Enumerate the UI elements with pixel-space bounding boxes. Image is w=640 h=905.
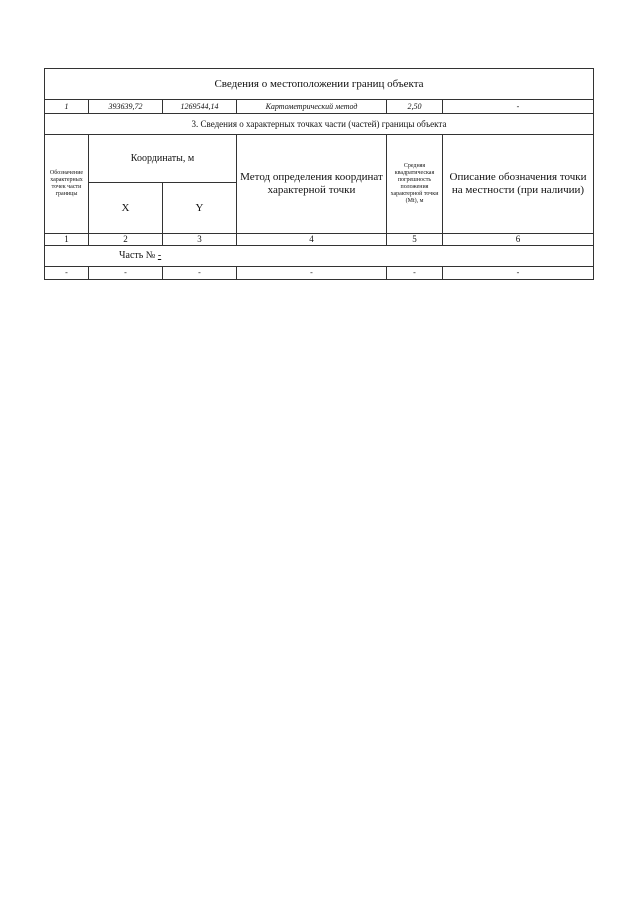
column-numbers-row: [45, 234, 594, 246]
table-cell: -: [387, 267, 443, 280]
part-row: [45, 246, 594, 267]
part-number: -: [157, 250, 162, 262]
header-row: [45, 135, 594, 183]
column-number: 1: [45, 234, 89, 246]
table-title-row: [45, 69, 594, 100]
header-description: Описание обозначения точки на местности (при наличии): [443, 135, 594, 234]
cell-error: 2,50: [387, 100, 443, 114]
header-error: Средняя квадратическая погрешность положения характерной точки (Mt), м: [387, 135, 443, 234]
table-cell: -: [89, 267, 163, 280]
header-x: X: [89, 183, 163, 234]
header-y: Y: [163, 183, 237, 234]
cell-point-number: 1: [45, 100, 89, 114]
cell-description: -: [443, 100, 594, 114]
cell-x-value: 393639,72: [89, 100, 163, 114]
table-cell: -: [163, 267, 237, 280]
cell-y-value: 1269544,14: [163, 100, 237, 114]
table-cell: -: [45, 267, 89, 280]
part-label: Часть №: [119, 250, 156, 262]
table-cell: -: [443, 267, 594, 280]
table-row: [45, 100, 594, 114]
table-cell: -: [237, 267, 387, 280]
column-number: 3: [163, 234, 237, 246]
cell-method: Картометрический метод: [237, 100, 387, 114]
column-number: 5: [387, 234, 443, 246]
table-row: [45, 267, 594, 280]
part-label-cell: [45, 246, 594, 267]
column-number: 4: [237, 234, 387, 246]
header-coordinates: Координаты, м: [89, 135, 237, 183]
table-title: Сведения о местоположении границ объекта: [45, 69, 594, 100]
header-method: Метод определения координат характерной точки: [237, 135, 387, 234]
column-number: 2: [89, 234, 163, 246]
section-title: 3. Сведения о характерных точках части (частей) границы объекта: [45, 114, 594, 135]
boundary-table: [44, 68, 594, 280]
column-number: 6: [443, 234, 594, 246]
section-title-row: [45, 114, 594, 135]
header-designation: Обозначение характерных точек части границы: [45, 135, 89, 234]
